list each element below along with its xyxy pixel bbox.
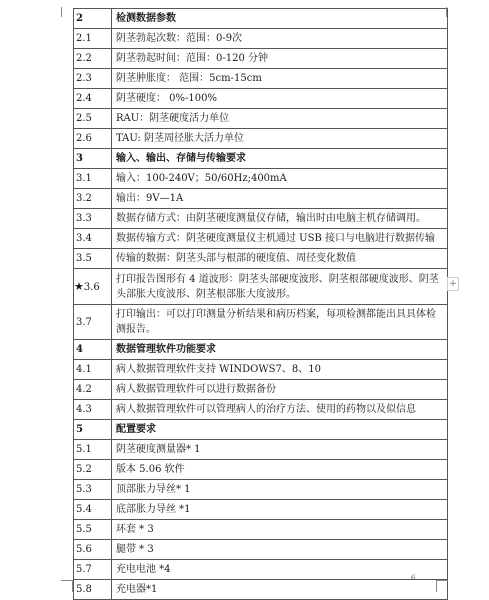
table-row bbox=[74, 360, 448, 380]
item-number-cell bbox=[74, 340, 112, 360]
item-number-cell bbox=[74, 380, 112, 400]
item-number: 5.1 bbox=[76, 444, 92, 455]
table-row bbox=[74, 209, 448, 229]
item-number: 5.3 bbox=[76, 484, 92, 495]
item-text: 阴茎勃起次数：范围：0-9次 bbox=[112, 29, 448, 49]
item-text: RAU：阴茎硬度活力单位 bbox=[112, 109, 448, 129]
item-text: 底部胀力导丝 *1 bbox=[112, 500, 448, 520]
item-number: 5.5 bbox=[76, 524, 92, 535]
item-number-cell bbox=[74, 305, 112, 340]
table-row bbox=[74, 580, 448, 600]
section-header-row bbox=[74, 9, 448, 29]
section-header-row bbox=[74, 420, 448, 440]
section-title: 配置要求 bbox=[112, 420, 448, 440]
item-text: 阴茎肿胀度： 范围：5cm-15cm bbox=[112, 69, 448, 89]
star-icon: ★ bbox=[74, 279, 84, 293]
item-number: 2.6 bbox=[76, 133, 92, 144]
item-number-cell bbox=[74, 189, 112, 209]
item-number-cell bbox=[74, 460, 112, 480]
item-number-cell bbox=[74, 500, 112, 520]
item-number: 2.5 bbox=[76, 113, 92, 124]
item-number-cell bbox=[74, 560, 112, 580]
item-text: 环套 * 3 bbox=[112, 520, 448, 540]
item-number-cell bbox=[74, 49, 112, 69]
item-number-cell bbox=[74, 69, 112, 89]
item-number: 2.1 bbox=[76, 33, 92, 44]
item-number-cell bbox=[74, 169, 112, 189]
item-text: 输入：100-240V；50/60Hz;400mA bbox=[112, 169, 448, 189]
item-number-cell bbox=[74, 420, 112, 440]
crop-mark bbox=[436, 580, 437, 592]
item-text: 病人数据管理软件支持 WINDOWS7、8、10 bbox=[112, 360, 448, 380]
item-text: 顶部胀力导丝* 1 bbox=[112, 480, 448, 500]
item-number: 3 bbox=[76, 153, 83, 164]
table-row bbox=[74, 249, 448, 269]
item-text: 输出：9V—1A bbox=[112, 189, 448, 209]
item-number: 2.2 bbox=[76, 53, 92, 64]
section-header-row bbox=[74, 340, 448, 360]
item-number: 4.3 bbox=[76, 404, 92, 415]
item-number-cell bbox=[74, 249, 112, 269]
crop-mark bbox=[436, 580, 448, 581]
item-number-cell bbox=[74, 209, 112, 229]
table-row bbox=[74, 69, 448, 89]
page-number: 6 bbox=[411, 574, 416, 582]
item-text: 传输的数据：阴茎头部与根部的硬度值、周径变化数值 bbox=[112, 249, 448, 269]
table-row bbox=[74, 480, 448, 500]
item-number: 5.4 bbox=[76, 504, 92, 515]
item-number: 4 bbox=[76, 344, 83, 355]
crop-mark bbox=[61, 7, 62, 17]
item-number: 3.3 bbox=[76, 213, 92, 224]
table-row bbox=[74, 560, 448, 580]
table-row bbox=[74, 129, 448, 149]
table-row bbox=[74, 460, 448, 480]
item-text: 病人数据管理软件可以进行数据备份 bbox=[112, 380, 448, 400]
item-text: 打印报告图形有 4 道波形：阴茎头部硬度波形、阴茎根部硬度波形、阴茎头部胀大度波形、阴茎根部胀大度波形。 bbox=[112, 269, 448, 305]
item-number-cell bbox=[74, 540, 112, 560]
item-number: 5.6 bbox=[76, 544, 92, 555]
item-number-cell bbox=[74, 9, 112, 29]
item-number-cell bbox=[74, 400, 112, 420]
crop-mark bbox=[72, 580, 73, 592]
table-row bbox=[74, 269, 448, 305]
item-number: 3.1 bbox=[76, 173, 92, 184]
section-title: 检测数据参数 bbox=[112, 9, 448, 29]
item-number-cell bbox=[74, 480, 112, 500]
table-row bbox=[74, 189, 448, 209]
table-row bbox=[74, 540, 448, 560]
item-number-cell bbox=[74, 229, 112, 249]
item-number: 2 bbox=[76, 13, 83, 24]
item-number-cell bbox=[74, 89, 112, 109]
table-row bbox=[74, 520, 448, 540]
item-number: 4.1 bbox=[76, 364, 92, 375]
item-number: 3.2 bbox=[76, 193, 92, 204]
item-text: 打印输出：可以打印测量分析结果和病历档案，每项检测都能出具具体检测报告。 bbox=[112, 305, 448, 340]
item-number-cell bbox=[74, 269, 112, 305]
item-number: 5.2 bbox=[76, 464, 92, 475]
item-text: 数据存储方式：由阴茎硬度测量仪存储，输出时由电脑主机存储调用。 bbox=[112, 209, 448, 229]
item-number-cell bbox=[74, 360, 112, 380]
item-text: 数据传输方式：阴茎硬度测量仪主机通过 USB 接口与电脑进行数据传输 bbox=[112, 229, 448, 249]
item-number: 2.3 bbox=[76, 73, 92, 84]
table-row bbox=[74, 29, 448, 49]
item-number: 3.7 bbox=[76, 316, 92, 328]
item-number: 2.4 bbox=[76, 93, 92, 104]
item-number-cell bbox=[74, 520, 112, 540]
side-plus-marker[interactable]: + bbox=[447, 277, 459, 291]
section-title: 输入、输出、存储与传输要求 bbox=[112, 149, 448, 169]
item-number-cell bbox=[74, 129, 112, 149]
table-row bbox=[74, 109, 448, 129]
crop-mark bbox=[446, 7, 447, 17]
item-text: 版本 5.06 软件 bbox=[112, 460, 448, 480]
item-number-cell bbox=[74, 149, 112, 169]
item-text: 阴茎硬度： 0%-100% bbox=[112, 89, 448, 109]
item-number: 5 bbox=[76, 424, 83, 435]
table-row bbox=[74, 89, 448, 109]
item-number: 3.6 bbox=[83, 281, 100, 293]
item-number-cell bbox=[74, 580, 112, 600]
table-row bbox=[74, 440, 448, 460]
table-row bbox=[74, 49, 448, 69]
table-row bbox=[74, 500, 448, 520]
section-title: 数据管理软件功能要求 bbox=[112, 340, 448, 360]
section-header-row bbox=[74, 149, 448, 169]
table-row bbox=[74, 169, 448, 189]
spec-table bbox=[73, 8, 448, 600]
item-text: 充电器*1 bbox=[112, 580, 448, 600]
item-number: 3.5 bbox=[76, 253, 92, 264]
spec-table-body bbox=[74, 9, 448, 600]
table-row bbox=[74, 400, 448, 420]
table-row bbox=[74, 380, 448, 400]
table-row bbox=[74, 229, 448, 249]
item-text: 充电电池 *4 bbox=[112, 560, 448, 580]
item-number: 5.8 bbox=[76, 584, 92, 595]
item-number-cell bbox=[74, 109, 112, 129]
item-text: 腿带 * 3 bbox=[112, 540, 448, 560]
item-number-cell bbox=[74, 29, 112, 49]
item-number: 3.4 bbox=[76, 233, 92, 244]
item-text: TAU: 阴茎周径胀大活力单位 bbox=[112, 129, 448, 149]
item-text: 阴茎硬度测量器* 1 bbox=[112, 440, 448, 460]
table-row bbox=[74, 305, 448, 340]
item-text: 阴茎勃起时间：范围：0-120 分钟 bbox=[112, 49, 448, 69]
item-number: 5.7 bbox=[76, 564, 92, 575]
item-text: 病人数据管理软件可以管理病人的治疗方法、使用的药物以及似信息 bbox=[112, 400, 448, 420]
item-number: 4.2 bbox=[76, 384, 92, 395]
item-number-cell bbox=[74, 440, 112, 460]
